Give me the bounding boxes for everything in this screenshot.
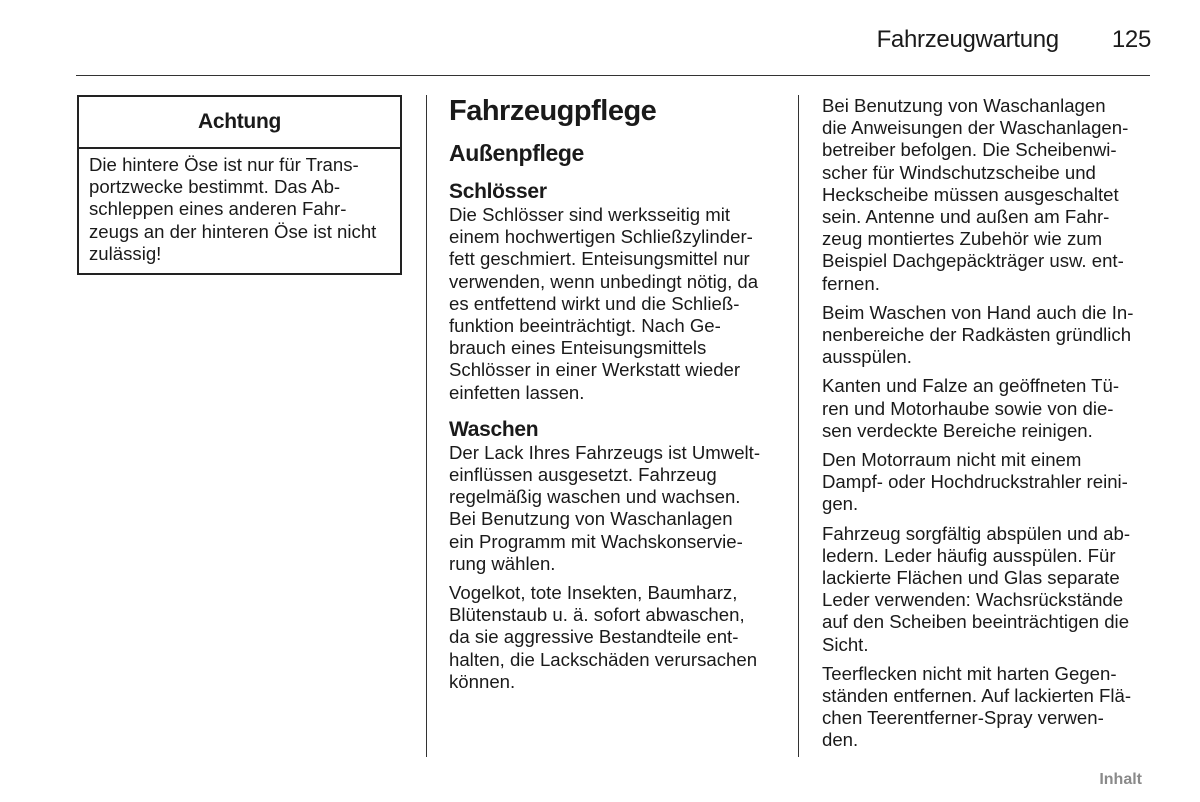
text-line: Schlösser in einer Werkstatt wieder [449,359,741,381]
text-line: Bei Benutzung von Waschanlagen [449,508,733,530]
text-line: Der Lack Ihres Fahrzeugs ist Umwelt- [449,441,761,463]
text-line: Dampf- oder Hochdruckstrahler reini- [822,471,1128,493]
main-heading: Fahrzeugpflege [449,95,657,127]
right-paragraph-3 [822,375,1152,442]
warning-title: Achtung [79,97,400,149]
column-divider-left [426,95,427,757]
washing-paragraph-1 [449,442,785,575]
text-line: können. [449,670,516,692]
right-paragraph-6 [822,663,1152,752]
text-line: funktion beeinträchtigt. Nach Ge- [449,315,721,337]
washing-paragraph-2 [449,582,785,693]
text-line: ein Programm mit Wachskonservie- [449,530,743,552]
text-line: es entfettend wirkt und die Schließ- [449,292,740,314]
text-line: einfetten lassen. [449,381,585,403]
section-title: Fahrzeugwartung [876,26,1059,53]
text-line: lackierte Flächen und Glas separate [822,567,1120,589]
column-divider-right [798,95,799,757]
text-line: schleppen eines anderen Fahr- [89,198,347,220]
sub-heading: Außenpflege [449,140,584,166]
text-line: Sicht. [822,633,869,655]
text-line: regelmäßig waschen und wachsen. [449,486,741,508]
text-line: Bei Benutzung von Waschanlagen [822,95,1106,116]
text-line: ren und Motorhaube sowie von die- [822,397,1114,419]
text-line: nenbereiche der Radkästen gründlich [822,324,1132,346]
warning-box [77,95,402,275]
text-line: zeug montiertes Zubehör wie zum [822,228,1103,250]
right-column [822,95,1152,752]
right-paragraph-4 [822,449,1152,516]
page-number: 125 [1111,26,1151,53]
text-line: auf den Scheiben beeinträchtigen die [822,611,1130,633]
text-line: sein. Antenne und außen am Fahr- [822,206,1110,228]
text-line: Vogelkot, tote Insekten, Baumharz, [449,582,738,604]
contents-link[interactable]: Inhalt [1099,771,1142,788]
text-line: ledern. Leder häufig ausspülen. Für [822,544,1116,566]
text-line: ausspülen. [822,346,912,368]
text-line: Die hintere Öse ist nur für Trans- [89,154,359,175]
text-line: ständen entfernen. Auf lackierten Flä- [822,685,1132,707]
text-line: Blütenstaub u. ä. sofort abwaschen, [449,604,745,626]
text-line: fernen. [822,272,880,294]
text-line: Beim Waschen von Hand auch die In- [822,301,1134,323]
text-line: zeugs an der hinteren Öse ist nicht [89,220,377,242]
text-line: Den Motorraum nicht mit einem [822,449,1082,471]
text-line: Leder verwenden: Wachsrückstände [822,589,1124,611]
page-header [877,26,1151,54]
text-line: chen Teerentferner-Spray verwen- [822,707,1104,729]
warning-text [79,149,400,265]
locks-heading: Schlösser [449,180,547,203]
text-line: gen. [822,493,859,515]
text-line: brauch eines Enteisungsmittels [449,337,707,359]
right-paragraph-1 [822,95,1152,295]
text-line: den. [822,729,859,751]
text-line: scher für Windschutzscheibe und [822,161,1096,183]
text-line: sen verdeckte Bereiche reinigen. [822,419,1093,441]
text-line: Beispiel Dachgepäckträger usw. ent- [822,250,1124,272]
text-line: fett geschmiert. Enteisungsmittel nur [449,248,750,270]
text-line: rung wählen. [449,552,556,574]
text-line: einem hochwertigen Schließzylinder- [449,226,753,248]
text-line: halten, die Lackschäden verursachen [449,648,758,670]
text-line: portzwecke bestimmt. Das Ab- [89,176,341,198]
text-line: betreiber befolgen. Die Scheibenwi- [822,139,1117,161]
washing-heading: Waschen [449,417,539,441]
middle-column [449,95,785,693]
text-line: Heckscheibe müssen ausgeschaltet [822,183,1119,205]
right-paragraph-2 [822,302,1152,369]
text-line: die Anweisungen der Waschanlagen- [822,117,1129,139]
text-line: verwenden, wenn unbedingt nötig, da [449,270,759,292]
right-paragraph-5 [822,523,1152,656]
text-line: Fahrzeug sorgfältig abspülen und ab- [822,522,1131,544]
text-line: Kanten und Falze an geöffneten Tü- [822,375,1120,397]
text-line: Teerflecken nicht mit harten Gegen- [822,662,1117,684]
text-line: einflüssen ausgesetzt. Fahrzeug [449,464,717,486]
locks-paragraph [449,204,785,404]
text-line: da sie aggressive Bestandteile ent- [449,626,739,648]
text-line: zulässig! [89,242,162,264]
text-line: Die Schlösser sind werksseitig mit [449,204,731,225]
header-divider [76,75,1150,76]
